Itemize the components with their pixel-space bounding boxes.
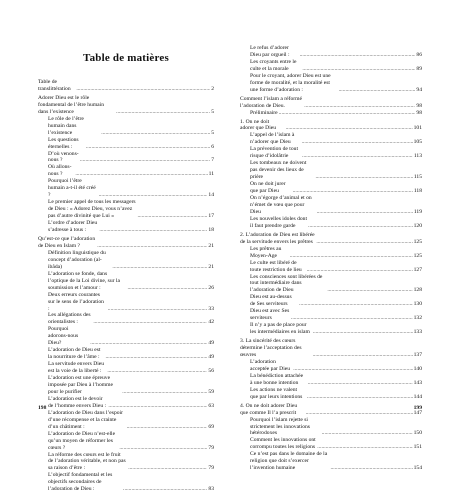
toc-entry-page: 128 [413, 287, 422, 294]
toc-entry-text: Table de translittération [38, 79, 71, 92]
toc-entry-page: 150 [413, 430, 422, 437]
toc-entry [38, 431, 214, 452]
toc-entry [240, 260, 422, 274]
toc-entry [38, 79, 214, 93]
toc-entry-page: 17 [208, 213, 214, 220]
toc-entry-text: Deux erreurs courantes sur le sens de l’adoration : [48, 291, 104, 312]
toc-entry-page: 21 [208, 263, 214, 270]
dot-leader [93, 319, 207, 326]
dot-leader [307, 394, 413, 401]
dot-leader [304, 103, 415, 110]
toc-entry [38, 137, 214, 151]
toc-entry-page: 125 [413, 252, 422, 259]
dot-leader [307, 267, 413, 274]
toc-entry-page: 119 [413, 208, 422, 215]
toc-entry-page: 105 [413, 139, 422, 146]
dot-leader [299, 301, 412, 308]
toc-entry-text: 4. On ne doit adorer Dieu que comme Il l’a prescrit [240, 402, 298, 416]
toc-entry-page: 113 [413, 153, 422, 160]
toc-entry-text: Les allégations des orientalistes : [48, 312, 91, 326]
toc-entry-page: 42 [208, 319, 214, 326]
toc-entry-page: 26 [208, 284, 214, 291]
toc-entry-text: 2. L’adoration de Dieu est libérée de la servitude envers les prêtres [240, 231, 315, 245]
toc-entry-page: 59 [208, 388, 214, 395]
dot-leader [327, 287, 412, 294]
dot-leader [127, 424, 208, 431]
dot-leader [300, 52, 416, 59]
dot-leader [293, 188, 413, 195]
toc-entry [38, 178, 214, 199]
toc-entry-page: 101 [413, 125, 422, 132]
dot-leader [293, 366, 412, 373]
toc-entry-text: Où allons-nous ? [48, 164, 72, 178]
toc-entry [38, 326, 214, 347]
toc-entry-page: 151 [413, 444, 422, 451]
toc-entry-text: 1. On ne doit adorer que Dieu [240, 118, 277, 132]
toc-entry-page: 127 [413, 266, 422, 273]
toc-entry-text: Dieu est au-dessus de Ses serviteurs [250, 294, 292, 308]
dot-leader [97, 243, 207, 250]
toc-entry-text: Les actions ne valent que par leurs intentions [250, 386, 303, 400]
dot-leader [80, 157, 210, 164]
toc-entry [240, 73, 422, 94]
dot-leader [308, 380, 413, 387]
toc-entry-page: 98 [416, 102, 422, 109]
dot-leader [127, 285, 207, 292]
toc-entry [38, 116, 214, 137]
toc-entry [240, 96, 422, 110]
toc-entry [240, 110, 422, 117]
dot-leader [302, 139, 413, 146]
toc-entry-text: Le culte est libéré de toute restriction de lieu [250, 259, 302, 273]
toc-entry [240, 216, 422, 230]
dot-leader [317, 444, 412, 451]
toc-entry [240, 119, 422, 133]
toc-entry-page: 133 [413, 329, 422, 336]
toc-entry-page: 11 [208, 171, 214, 178]
dot-leader [90, 340, 207, 347]
toc-entry [240, 417, 422, 438]
toc-entry-text: L’adoration est le devoir de l’homme envers Dieu : [48, 395, 107, 409]
toc-entry-page: 79 [208, 465, 214, 472]
toc-entry-text: On n’égorge d’animal et on n’émet de vœu que pour Dieu [250, 195, 312, 215]
toc-entry-page: 94 [416, 86, 422, 93]
toc-entry [240, 308, 422, 322]
toc-entry-text: Dieu est avec Ses serviteurs [250, 308, 290, 322]
toc-entry-text: Le premier appel de tous les messagers de Dieu : « Adorez Dieu, vous n’avez pas d’autre divinité que Lui » [48, 199, 136, 220]
toc-list-left [38, 79, 214, 493]
toc-entry-text: Les prêtres au Moyen-Age [250, 245, 282, 259]
toc-entry-text: Pourquoi l’islam rejette si strictement les innovations hétérodoxes [250, 416, 310, 437]
toc-entry-page: 69 [208, 423, 214, 430]
toc-entry-text: La servitude envers Dieu est la voie de la liberté : [48, 361, 105, 375]
toc-entry-page: 5 [211, 108, 214, 115]
toc-entry-text: Qu’est-ce que l’adoration de Dieu en Islam ? [38, 235, 96, 249]
toc-entry [38, 236, 214, 250]
toc-entry-text: Pour le croyant, adorer Dieu est une forme de moralité, et la moralité est une forme d’adoration : [250, 72, 331, 93]
dot-leader [315, 174, 412, 181]
toc-entry-page: 18 [208, 227, 214, 234]
toc-entry-text: La prévention de tout risque d’idolâtrie [250, 146, 298, 160]
toc-entry-text: L’ordre d’adorer Dieu s’adresse à tous : [48, 220, 98, 234]
toc-entry-page: 147 [413, 409, 422, 416]
toc-entry [38, 199, 214, 220]
toc-entry [240, 232, 422, 246]
toc-entry [38, 220, 214, 234]
toc-entry-text: Les questions éternelles : [48, 136, 79, 150]
toc-entry [38, 347, 214, 361]
dot-leader [116, 109, 210, 116]
toc-entry [240, 195, 422, 216]
toc-entry-text: L’adoration est une épreuve imposée par Dieu à l’homme pour le purifier [48, 375, 113, 395]
toc-entry-page: 33 [208, 305, 214, 312]
toc-entry-page: 86 [416, 51, 422, 58]
toc-entry-page: 5 [211, 129, 214, 136]
toc-entry [240, 338, 422, 359]
toc-entry-text: Les tombeaux ne doivent pas devenir des lieux de prière [250, 160, 307, 181]
toc-entry [38, 361, 214, 375]
toc-entry [240, 59, 422, 73]
dot-leader [86, 144, 210, 151]
toc-entry [240, 294, 422, 308]
toc-entry-page: 79 [208, 444, 214, 451]
toc-entry [240, 45, 422, 59]
toc-entry-text: Le rôle de l’être humain dans l’existence [48, 115, 84, 136]
toc-entry-page: 137 [413, 351, 422, 358]
toc-entry [240, 181, 422, 195]
dot-leader [279, 110, 416, 117]
toc-entry-text: La bénédiction attachée à une bonne intention [250, 372, 304, 386]
toc-entry [240, 160, 422, 181]
dot-leader [101, 130, 210, 137]
right-page [226, 0, 452, 472]
toc-title: Table de matières [83, 52, 169, 64]
dot-leader [339, 87, 416, 94]
dot-leader [308, 223, 413, 230]
toc-entry [240, 132, 422, 146]
dot-leader [99, 227, 207, 234]
toc-entry-text: L’adoration de Dieu est la nourriture de l’âme : [48, 347, 101, 361]
toc-entry-page: 115 [413, 174, 422, 181]
toc-entry-text: L’objectif fondamental et les objectifs secondaires de l’adoration de Dieu : [48, 472, 113, 493]
toc-entry-text: Les nouvelles idoles dont il faut prendre garde [250, 215, 308, 229]
page-number-right: 199 [413, 405, 422, 411]
toc-entry-page: 83 [208, 486, 214, 493]
toc-entry-text: Pourquoi adorons-nous Dieu? [48, 326, 79, 347]
dot-leader [286, 125, 413, 132]
toc-list-right [240, 45, 422, 472]
toc-entry [38, 396, 214, 410]
toc-entry-page: 6 [211, 143, 214, 150]
toc-entry [38, 151, 214, 165]
dot-leader [291, 315, 413, 322]
toc-entry [240, 146, 422, 160]
toc-entry-page: 125 [413, 238, 422, 245]
toc-entry [38, 312, 214, 326]
toc-entry-text: On ne doit jurer que par Dieu [250, 181, 286, 195]
toc-entry-text: 3. La sincérité des cœurs détermine l’acceptation des œuvres [240, 338, 302, 358]
toc-entry-page: 2 [211, 85, 214, 92]
toc-entry-text: Les croyants entre le culte et la morale [250, 58, 297, 72]
toc-entry-page: 89 [416, 65, 422, 72]
toc-entry [240, 274, 422, 295]
dot-leader [322, 430, 413, 437]
toc-entry-text: D’où venons-nous ? [48, 150, 79, 164]
toc-entry [38, 472, 214, 493]
toc-entry-text: Ce n’est pas dans le domaine de la religion que doit s’exercer l’invention humaine [250, 451, 328, 472]
dot-leader [302, 153, 413, 160]
dot-leader [76, 86, 210, 93]
toc-entry-page: 98 [416, 109, 422, 116]
toc-entry-page: 132 [413, 315, 422, 322]
dot-leader [105, 354, 207, 361]
toc-entry-text: Préliminaire [250, 109, 278, 116]
toc-entry-text: Le refus d’adorer Dieu par orgueil : [250, 45, 290, 58]
dot-leader [317, 209, 413, 216]
toc-entry-text: Comment les innovations ont corrompu toutes les religions [250, 437, 316, 451]
toc-entry-page: 56 [208, 368, 214, 375]
toc-entry [38, 292, 214, 313]
toc-entry-page: 14 [208, 192, 214, 199]
toc-entry-page: 143 [413, 379, 422, 386]
dot-leader [123, 486, 207, 493]
toc-entry-text: Pourquoi l’être humain a-t-il été créé ? [48, 178, 96, 199]
toc-entry-page: 63 [208, 402, 214, 409]
toc-entry-page: 144 [413, 393, 422, 400]
toc-entry-page: 118 [413, 188, 422, 195]
page-number-left: 198 [38, 405, 47, 411]
toc-entry [240, 451, 422, 472]
toc-entry [38, 164, 214, 178]
toc-entry-page: 140 [413, 365, 422, 372]
toc-entry [240, 359, 422, 373]
toc-entry [38, 250, 214, 271]
toc-entry-text: Adorer Dieu est le rôle fondamental de l’être humain dans l’existence [38, 94, 105, 115]
toc-entry [38, 95, 214, 116]
dot-leader [99, 192, 208, 199]
toc-entry [240, 246, 422, 260]
toc-entry-text: L’adoration de Dieu n’est-elle qu’un moyen de réformer les cœurs ? [48, 430, 116, 451]
toc-entry [240, 437, 422, 451]
toc-entry [38, 410, 214, 431]
toc-entry-page: 49 [208, 354, 214, 361]
toc-entry-text: Il n’y a pas de place pour les intermédiaires en islam [250, 322, 310, 336]
toc-entry-page: 7 [211, 157, 214, 164]
dot-leader [313, 352, 413, 359]
toc-entry [240, 387, 422, 401]
toc-entry [38, 271, 214, 292]
dot-leader [302, 66, 415, 73]
dot-leader [75, 171, 207, 178]
toc-entry-page: 21 [208, 242, 214, 249]
dot-leader [137, 213, 207, 220]
dot-leader [290, 253, 413, 260]
toc-entry-text: L’adoration de Dieu dans l’espoir d’une récompense et la crainte d’un châtiment : [48, 409, 123, 430]
dot-leader [316, 239, 412, 246]
toc-entry [240, 322, 422, 336]
toc-entry-text: Définition linguistique du concept d’adoration (al-ibâda) [48, 249, 106, 270]
dot-leader [107, 368, 207, 375]
toc-entry-text: Les consciences sont libérées de tout intermédiaire dans l’adoration de Dieu [250, 273, 323, 294]
dot-leader [128, 465, 207, 472]
toc-entry-text: La réforme des cœurs est le fruit de l’adoration véritable, et non pas sa raison d’être : [48, 451, 126, 472]
toc-entry-page: 130 [413, 301, 422, 308]
dot-leader [108, 403, 207, 410]
toc-entry [240, 403, 422, 417]
dot-leader [119, 445, 207, 452]
toc-entry-text: L’adoration acceptée par Dieu [250, 358, 291, 372]
toc-entry [38, 452, 214, 473]
toc-entry-page: 49 [208, 340, 214, 347]
dot-leader [122, 389, 207, 396]
toc-entry-page: 154 [413, 465, 422, 472]
dot-leader [330, 465, 412, 472]
dot-leader [108, 306, 208, 313]
toc-entry-text: L’adoration se fonde, dans l’optique de la Loi divine, sur la soumission et l’amour : [48, 270, 120, 291]
toc-entry-page: 120 [413, 222, 422, 229]
toc-entry [240, 373, 422, 387]
toc-entry-text: Comment l’islam a réformé l’adoration de Dieu. [240, 95, 302, 109]
toc-entry-text: L’appel de l’islam à n’adorer que Dieu [250, 132, 295, 146]
dot-leader [112, 264, 207, 271]
toc-entry [38, 375, 214, 396]
dot-leader [306, 410, 413, 417]
dot-leader [313, 329, 413, 336]
